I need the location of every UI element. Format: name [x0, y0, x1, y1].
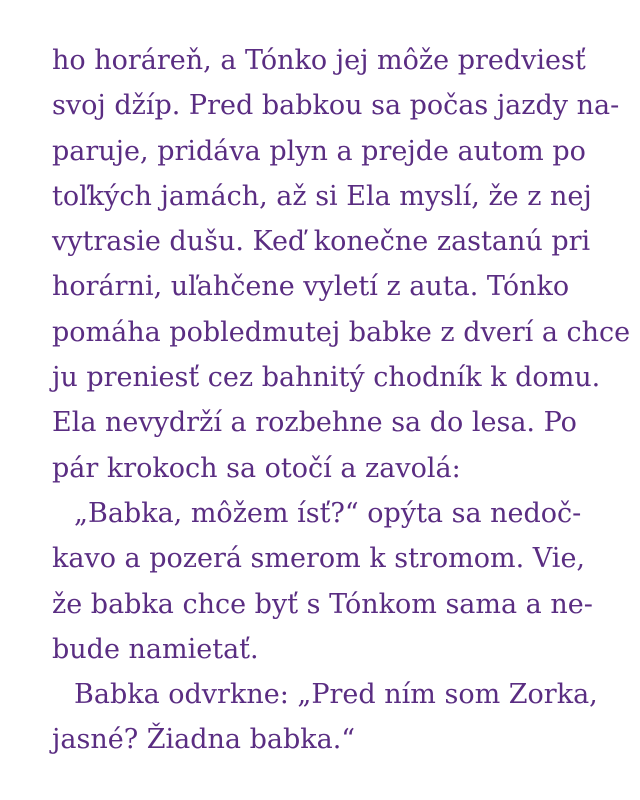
text-line-11: „Babka, môžem ísť?“ opýta sa nedoč- [74, 497, 582, 529]
book-page-text [52, 38, 631, 763]
text-line-1: ho horáreň, a Tónko jej môže predviesť [52, 45, 586, 76]
text-line-15: Babka odvrkne: „Pred ním som Zorka, [74, 679, 598, 711]
text-line-5: vytrasie dušu. Keď konečne zastanú pri [52, 226, 591, 258]
text-line-3: paruje, pridáva plyn a prejde autom po [52, 135, 586, 167]
text-line-12: kavo a pozerá smerom k stromom. Vie, [52, 543, 585, 575]
text-line-10: pár krokoch sa otočí a zavolá: [52, 452, 461, 484]
text-line-9: Ela nevydrží a rozbehne sa do lesa. Po [52, 407, 577, 439]
text-line-16: jasné? Žiadna babka.“ [52, 724, 356, 756]
text-line-4: toľkých jamách, až si Ela myslí, že z nej [52, 180, 592, 212]
text-line-8: ju preniesť cez bahnitý chodník k domu. [52, 362, 601, 394]
text-line-13: že babka chce byť s Tónkom sama a ne- [52, 588, 593, 620]
text-line-7: pomáha pobledmutej babke z dverí a chce [52, 316, 631, 348]
text-line-14: bude namietať. [52, 633, 259, 665]
text-line-6: horárni, uľahčene vyletí z auta. Tónko [52, 271, 570, 303]
text-line-2: svoj džíp. Pred babkou sa počas jazdy na- [52, 90, 620, 122]
